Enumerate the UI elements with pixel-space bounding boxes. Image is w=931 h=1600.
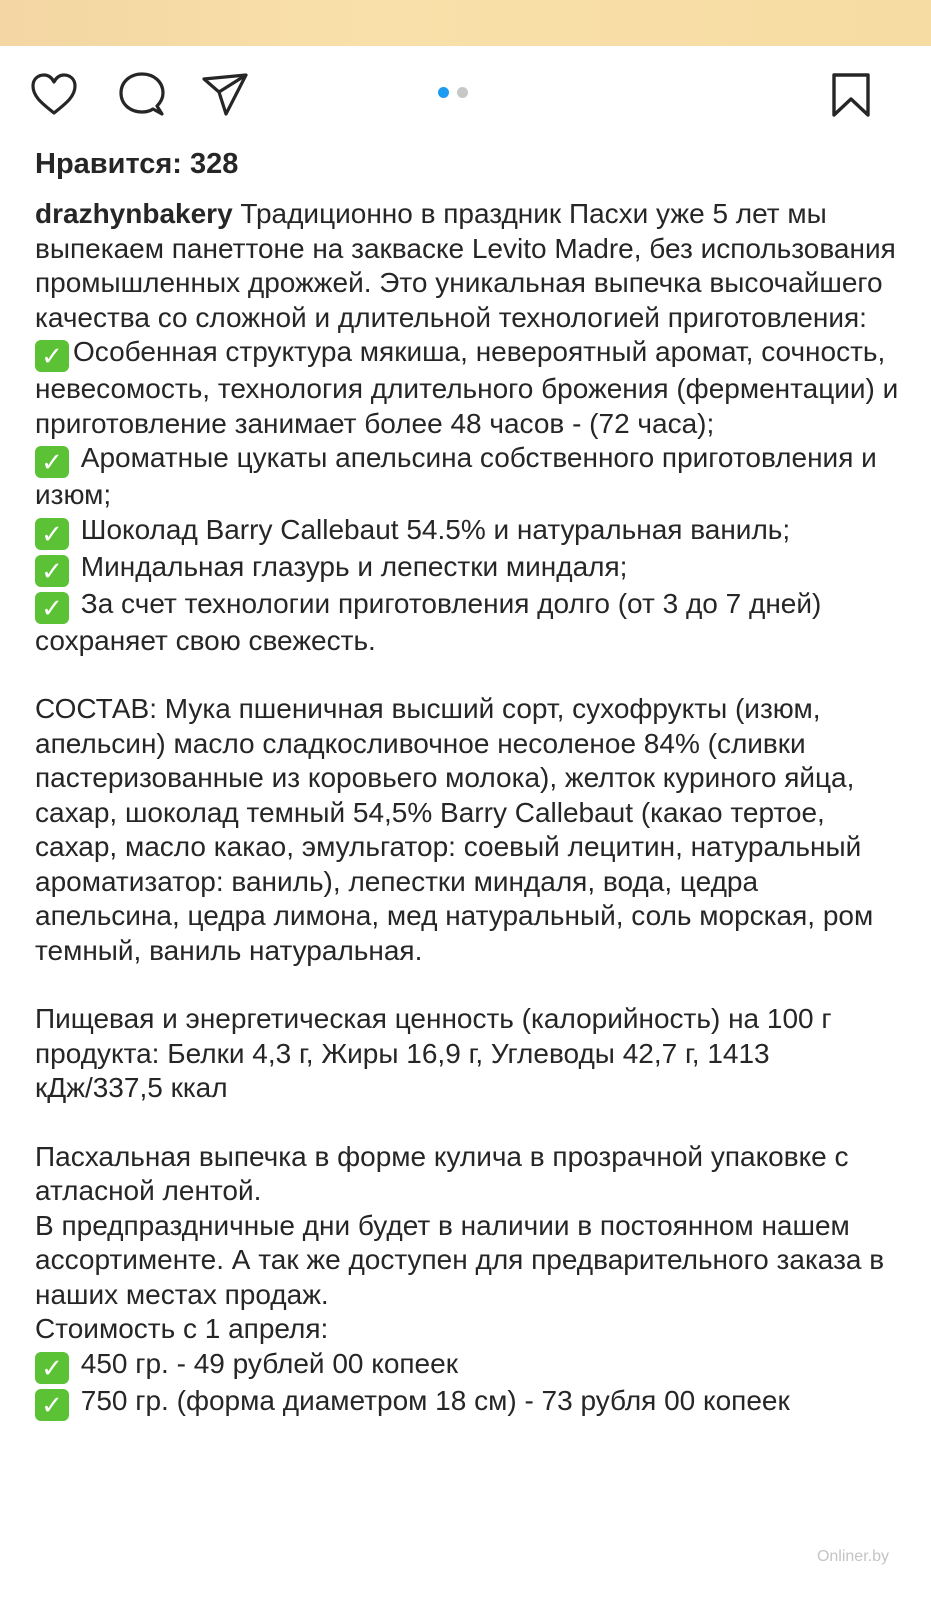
send-icon[interactable] [200, 70, 250, 120]
bullet-item: ✓ Миндальная глазурь и лепестки миндаля; [35, 550, 905, 587]
comment-icon[interactable] [117, 70, 167, 120]
check-mark-icon: ✓ [35, 592, 69, 624]
price-header: Стоимость с 1 апреля: [35, 1313, 329, 1344]
carousel-indicator [438, 87, 468, 98]
check-mark-icon: ✓ [35, 1389, 69, 1421]
bullet-item: ✓ Шоколад Barry Callebaut 54.5% и натуральная ваниль; [35, 513, 905, 550]
heart-icon[interactable] [29, 70, 79, 120]
packaging-text: Пасхальная выпечка в форме кулича в прозрачной упаковке с атласной лентой. [35, 1140, 849, 1206]
bullet-item: ✓ Особенная структура мякиша, невероятный аромат, сочность, невесомость, технология длительного брожения (ферментации) и приготовление занимает более 48 часов - (72 часа); [35, 336, 899, 439]
price-item: ✓ 750 гр. (форма диаметром 18 см) - 73 рубля 00 копеек [35, 1384, 905, 1421]
bullet-item: ✓ Ароматные цукаты апельсина собственного приготовления и изюм; [35, 442, 877, 510]
watermark: Onliner.by [816, 1548, 889, 1565]
check-mark-icon: ✓ [35, 340, 69, 372]
check-mark-icon: ✓ [35, 555, 69, 587]
bullet-item: ✓ За счет технологии приготовления долго (от 3 до 7 дней) сохраняет свою свежесть. [35, 587, 822, 656]
username-link[interactable]: drazhynbakery [35, 198, 233, 229]
bookmark-icon[interactable] [826, 70, 876, 120]
likes-count[interactable]: Нравится: 328 [35, 148, 239, 180]
availability-text: В предпраздничные дни будет в наличии в постоянном нашем ассортименте. А так же доступен для предварительного заказа в наших местах продаж. [35, 1209, 885, 1310]
check-mark-icon: ✓ [35, 1352, 69, 1384]
image-bottom-edge [0, 0, 931, 46]
check-mark-icon: ✓ [35, 518, 69, 550]
caption-intro: drazhynbakery Традиционно в праздник Пасхи уже 5 лет мы выпекаем панеттоне на закваске Levito Madre, без использования промышленных дрожжей. Это уникальная выпечка высочайшего качества со сложной и длительной технологией приготовления: [35, 198, 896, 333]
carousel-dot [457, 87, 468, 98]
composition-text: СОСТАВ: Мука пшеничная высший сорт, сухофрукты (изюм, апельсин) масло сладкосливочное несоленое 84% (сливки пастеризованные из коровьего молока), желток куриного яйца, сахар, шоколад темный 54,5% Barry Callebaut (какао тертое, сахар, масло какао, эмульгатор: соевый лецитин, натуральный ароматизатор: ваниль), лепестки миндаля, вода, цедра апельсина, цедра лимона, мед натуральный, соль морская, ром темный, ваниль натуральная. [35, 693, 874, 966]
post-caption [35, 197, 905, 1421]
nutrition-text: Пищевая и энергетическая ценность (калорийность) на 100 г продукта: Белки 4,3 г, Жиры 16,9 г, Углеводы 42,7 г, 1413 кДж/337,5 ккал [35, 1003, 832, 1103]
check-mark-icon: ✓ [35, 446, 69, 478]
carousel-dot-active [438, 87, 449, 98]
price-item: ✓ 450 гр. - 49 рублей 00 копеек [35, 1347, 905, 1384]
